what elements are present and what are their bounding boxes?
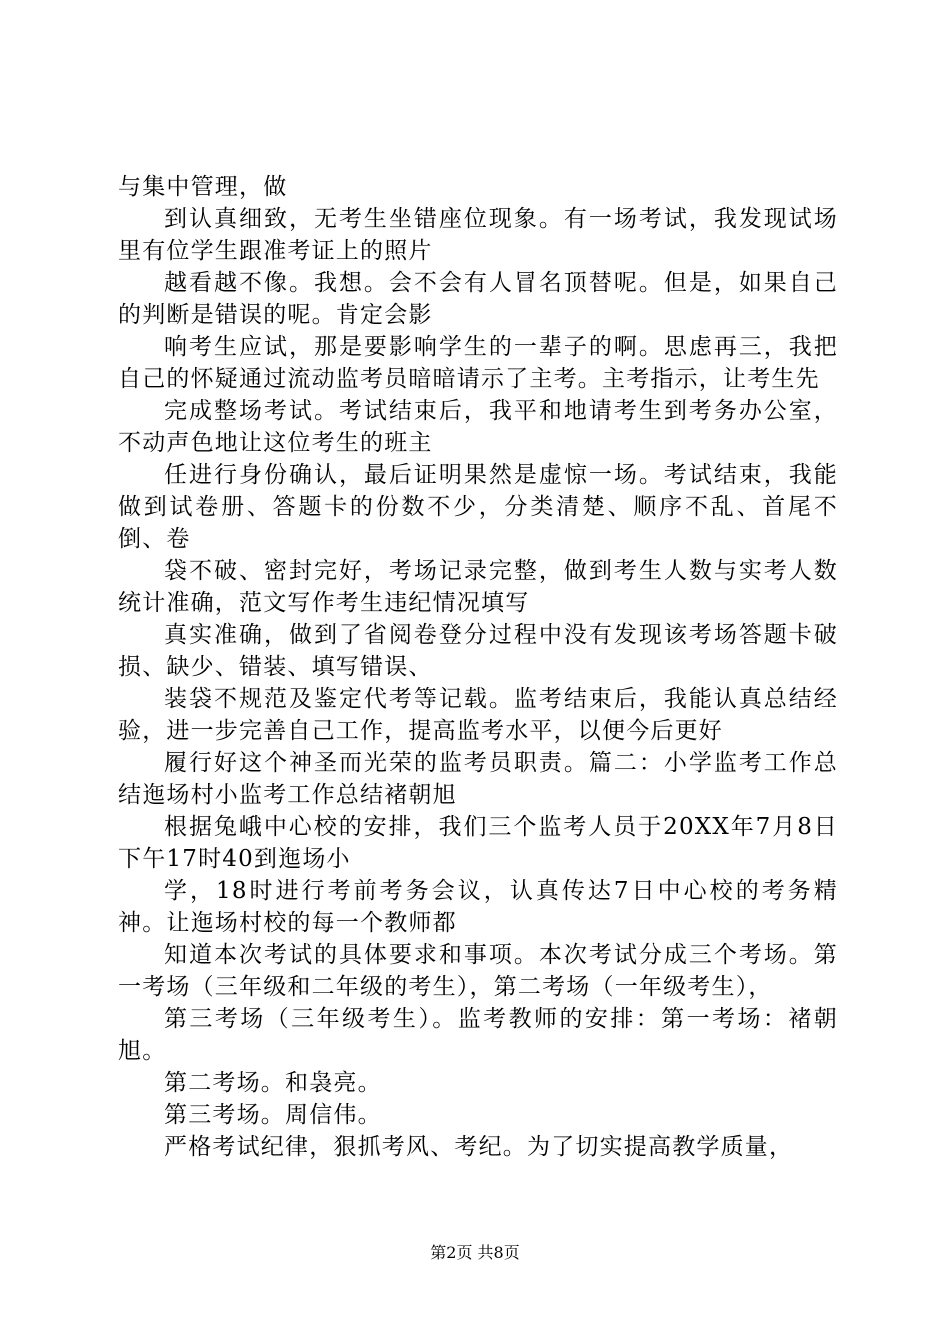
paragraph: 任进行身份确认，最后证明果然是虚惊一场。考试结束，我能做到试卷册、答题卡的份数不少，分类清楚、顺序不乱、首尾不倒、卷 <box>118 462 838 552</box>
paragraph: 装袋不规范及鉴定代考等记载。监考结束后，我能认真总结经验，进一步完善自己工作，提高监考水平，以便今后更好 <box>118 686 838 744</box>
paragraph: 袋不破、密封完好，考场记录完整，做到考生人数与实考人数统计准确，范文写作考生违纪情况填写 <box>118 558 838 616</box>
paragraph: 与集中管理，做 <box>118 174 288 200</box>
paragraph: 到认真细致，无考生坐错座位现象。有一场考试，我发现试场里有位学生跟准考证上的照片 <box>118 206 838 264</box>
document-body <box>118 171 838 1163</box>
page-number-footer: 第2页 共8页 <box>430 1243 520 1262</box>
paragraph: 第三考场（三年级考生）。监考教师的安排：第一考场：褚朝旭。 <box>118 1006 838 1064</box>
paragraph: 根据兔峨中心校的安排，我们三个监考人员于20XX年7月8日下午17时40到迤场小 <box>118 814 838 872</box>
paragraph: 严格考试纪律，狠抓考风、考纪。为了切实提高教学质量， <box>164 1134 794 1160</box>
paragraph: 第三考场。周信伟。 <box>164 1102 382 1128</box>
paragraph: 完成整场考试。考试结束后，我平和地请考生到考务办公室，不动声色地让这位考生的班主 <box>118 398 838 456</box>
paragraph: 真实准确，做到了省阅卷登分过程中没有发现该考场答题卡破损、缺少、错装、填写错误、 <box>118 622 838 680</box>
paragraph: 越看越不像。我想。会不会有人冒名顶替呢。但是，如果自己的判断是错误的呢。肯定会影 <box>118 270 838 328</box>
paragraph: 知道本次考试的具体要求和事项。本次考试分成三个考场。第一考场（三年级和二年级的考生），第二考场（一年级考生）， <box>118 942 838 1000</box>
paragraph: 第二考场。和袅亮。 <box>164 1070 382 1096</box>
paragraph: 响考生应试，那是要影响学生的一辈子的啊。思虑再三，我把自己的怀疑通过流动监考员暗暗请示了主考。主考指示，让考生先 <box>118 334 838 392</box>
paragraph: 学，18时进行考前考务会议，认真传达7日中心校的考务精神。让迤场村校的每一个教师都 <box>118 878 838 936</box>
paragraph: 履行好这个神圣而光荣的监考员职责。篇二：小学监考工作总结迤场村小监考工作总结褚朝旭 <box>118 750 838 808</box>
